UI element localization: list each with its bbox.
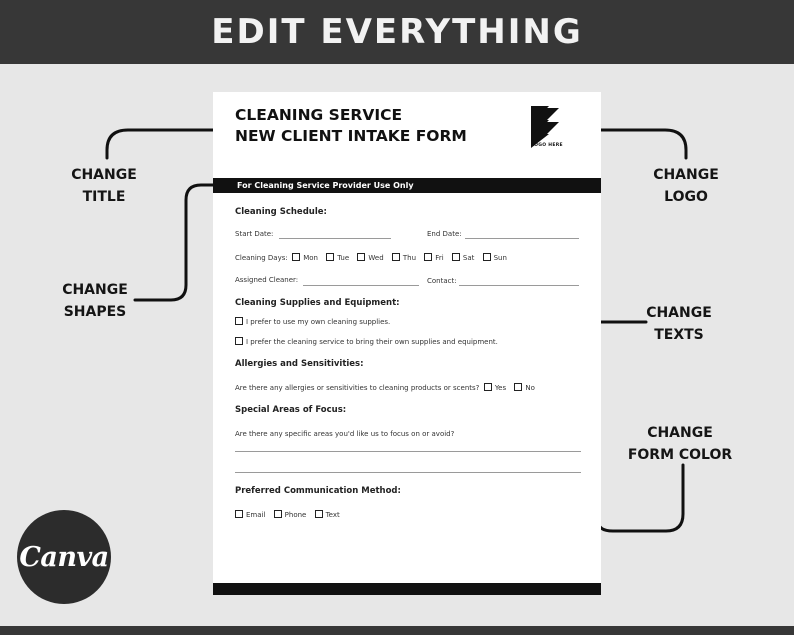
start-date-label: Start Date: <box>235 230 274 238</box>
title-connector <box>107 130 229 158</box>
comm-option-email[interactable]: Email <box>235 511 265 519</box>
callout-texts-line2: TEXTS <box>654 327 704 343</box>
day-option-tue[interactable]: Tue <box>326 254 349 262</box>
checkbox[interactable] <box>274 510 282 518</box>
comm-option-phone[interactable]: Phone <box>274 511 307 519</box>
allergies-yes-option[interactable]: Yes <box>484 384 506 392</box>
callout-texts-line1: CHANGE <box>646 305 712 321</box>
checkbox[interactable] <box>326 253 334 261</box>
canva-logo-text: Canva <box>19 541 109 573</box>
banner-headline: EDIT EVERYTHING <box>211 12 583 52</box>
supplies-option-1-label: I prefer to use my own cleaning supplies. <box>246 318 391 326</box>
assigned-cleaner-label: Assigned Cleaner: <box>235 276 299 284</box>
supplies-option-2[interactable] <box>235 337 498 346</box>
callout-change-title <box>49 164 159 208</box>
checkbox[interactable] <box>292 253 300 261</box>
day-option-sun[interactable]: Sun <box>483 254 507 262</box>
allergies-question: Are there any allergies or sensitivities to cleaning products or scents? <box>235 384 480 392</box>
allergies-no-option[interactable]: No <box>514 384 535 392</box>
focus-question: Are there any specific areas you'd like us to focus on or avoid? <box>235 430 455 438</box>
checkbox[interactable] <box>235 510 243 518</box>
form-bottom-bar <box>213 583 601 595</box>
logo-text: LOGO HERE <box>531 143 563 148</box>
start-date-field[interactable] <box>279 238 391 239</box>
checkbox[interactable] <box>484 383 492 391</box>
checkbox[interactable] <box>483 253 491 261</box>
callout-change-shapes <box>40 279 150 323</box>
provider-bar <box>213 178 601 193</box>
checkbox[interactable] <box>452 253 460 261</box>
checkbox[interactable] <box>424 253 432 261</box>
schedule-heading: Cleaning Schedule: <box>235 207 327 217</box>
end-date-label: End Date: <box>427 230 462 238</box>
cleaning-days-row <box>235 253 513 262</box>
callout-change-logo <box>631 164 741 208</box>
comm-option-text[interactable]: Text <box>315 511 340 519</box>
callout-title-line2: TITLE <box>82 189 126 205</box>
contact-field[interactable] <box>459 285 579 286</box>
communication-options <box>235 510 346 519</box>
callout-change-form-color <box>625 422 735 466</box>
day-option-wed[interactable]: Wed <box>357 254 383 262</box>
callout-shapes-line2: SHAPES <box>63 304 127 320</box>
callout-logo-line1: CHANGE <box>653 167 719 183</box>
allergies-row <box>235 383 541 392</box>
contact-label: Contact: <box>427 277 457 285</box>
focus-heading: Special Areas of Focus: <box>235 405 347 415</box>
focus-answer-line-2[interactable] <box>235 472 581 473</box>
checkbox[interactable] <box>235 317 243 325</box>
focus-answer-line-1[interactable] <box>235 451 581 452</box>
checkbox[interactable] <box>357 253 365 261</box>
day-option-thu[interactable]: Thu <box>392 254 416 262</box>
callout-title-line1: CHANGE <box>71 167 137 183</box>
supplies-heading: Cleaning Supplies and Equipment: <box>235 298 400 308</box>
allergies-heading: Allergies and Sensitivities: <box>235 359 364 369</box>
callout-shapes-line1: CHANGE <box>62 282 128 298</box>
supplies-option-2-label: I prefer the cleaning service to bring their own supplies and equipment. <box>246 338 498 346</box>
checkbox[interactable] <box>514 383 522 391</box>
checkbox[interactable] <box>315 510 323 518</box>
communication-heading: Preferred Communication Method: <box>235 486 401 496</box>
footer-band <box>0 626 794 635</box>
form-title-line2: NEW CLIENT INTAKE FORM <box>235 127 467 145</box>
form-title-line1: CLEANING SERVICE <box>235 106 403 124</box>
canva-badge <box>17 510 111 604</box>
cleaning-days-label: Cleaning Days: <box>235 254 288 262</box>
callout-change-texts <box>624 302 734 346</box>
form-title[interactable] <box>235 105 467 147</box>
end-date-field[interactable] <box>465 238 579 239</box>
intake-form-page <box>213 92 601 595</box>
checkbox[interactable] <box>235 337 243 345</box>
provider-bar-label: For Cleaning Service Provider Use Only <box>237 181 414 190</box>
day-option-sat[interactable]: Sat <box>452 254 474 262</box>
day-option-fri[interactable]: Fri <box>424 254 443 262</box>
callout-logo-line2: LOGO <box>664 189 708 205</box>
supplies-option-1[interactable] <box>235 317 390 326</box>
assigned-cleaner-field[interactable] <box>303 285 419 286</box>
day-option-mon[interactable]: Mon <box>292 254 318 262</box>
callout-form-color-line2: FORM COLOR <box>627 447 733 463</box>
callout-form-color-line1: CHANGE <box>647 425 713 441</box>
checkbox[interactable] <box>392 253 400 261</box>
